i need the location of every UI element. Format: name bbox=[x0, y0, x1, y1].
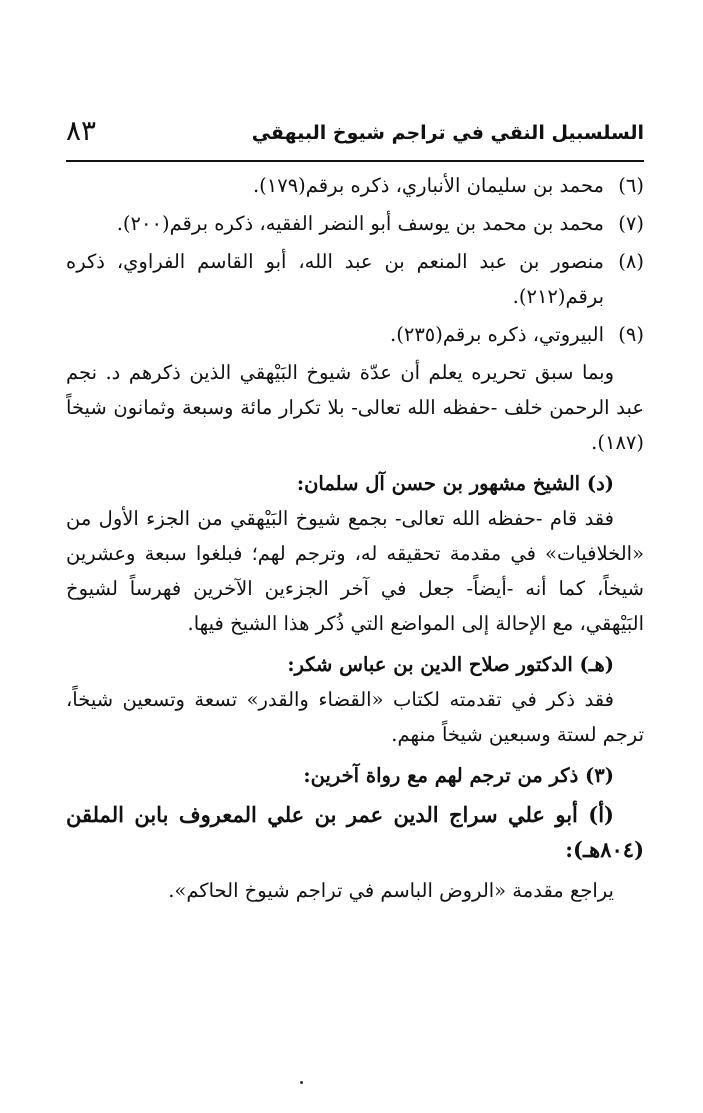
paragraph-summary: وبما سبق تحريره يعلم أن عدّة شيوخ البَيْهقي الذين ذكرهم د. نجم عبد الرحمن خلف -حفظه الله تعالى- بلا تكرار مائة وسبعة وثمانون شيخاً (١٨٧). bbox=[66, 361, 644, 454]
list-item-number: (٧) bbox=[618, 212, 644, 235]
list-item bbox=[66, 317, 644, 352]
running-title: السلسبيل النقي في تراجم شيوخ البيهقي bbox=[251, 122, 644, 144]
list-item bbox=[66, 206, 644, 241]
section-heading-h: (هـ) الدكتور صلاح الدين بن عباس شكر: bbox=[287, 653, 614, 676]
section-heading-d: (د) الشيخ مشهور بن حسن آل سلمان: bbox=[296, 472, 614, 495]
page-header bbox=[66, 112, 644, 158]
list-item-number: (٨) bbox=[618, 250, 644, 273]
page-body bbox=[66, 168, 644, 908]
section-heading-a: (أ) أبو علي سراج الدين عمر بن علي المعروف بابن الملقن (٨٠٤هـ): bbox=[66, 802, 644, 862]
list-item bbox=[66, 168, 644, 203]
list-item-text: البيروتي، ذكره برقم(٢٣٥). bbox=[390, 323, 604, 346]
paragraph-mashhur: فقد قام -حفظه الله تعالى- بجمع شيوخ البَيْهقي من الجزء الأول من «الخلافيات» في مقدمة تحقيقه له، وترجم لهم؛ فبلغوا سبعة وعشرين شيخاً، كما أنه -أيضاً- جعل في آخر الجزءين الآخرين فهرساً لشيوخ البَيْهقي، مع الإحالة إلى المواضع التي ذُكر هذا الشيخ فيها. bbox=[66, 507, 644, 635]
page-number: ٨٣ bbox=[66, 114, 97, 147]
paragraph-refer: يراجع مقدمة «الروض الباسم في تراجم شيوخ الحاكم». bbox=[168, 879, 614, 902]
section-heading-3: (٣) ذكر من ترجم لهم مع رواة آخرين: bbox=[303, 764, 614, 787]
list-item-text: محمد بن سليمان الأنباري، ذكره برقم(١٧٩). bbox=[252, 174, 604, 197]
list-item-text: منصور بن عبد المنعم بن عبد الله، أبو القاسم الفراوي، ذكره برقم(٢١٢). bbox=[66, 250, 604, 308]
list-item-number: (٦) bbox=[618, 174, 644, 197]
list-item bbox=[66, 244, 644, 314]
paragraph-salah: فقد ذكر في تقدمته لكتاب «القضاء والقدر» تسعة وتسعين شيخاً، ترجم لستة وسبعين شيخاً منهم. bbox=[66, 688, 644, 746]
page-dot bbox=[300, 1081, 303, 1084]
header-rule bbox=[66, 160, 644, 162]
list-item-text: محمد بن محمد بن يوسف أبو النضر الفقيه، ذكره برقم(٢٠٠). bbox=[116, 212, 604, 235]
list-item-number: (٩) bbox=[618, 323, 644, 346]
